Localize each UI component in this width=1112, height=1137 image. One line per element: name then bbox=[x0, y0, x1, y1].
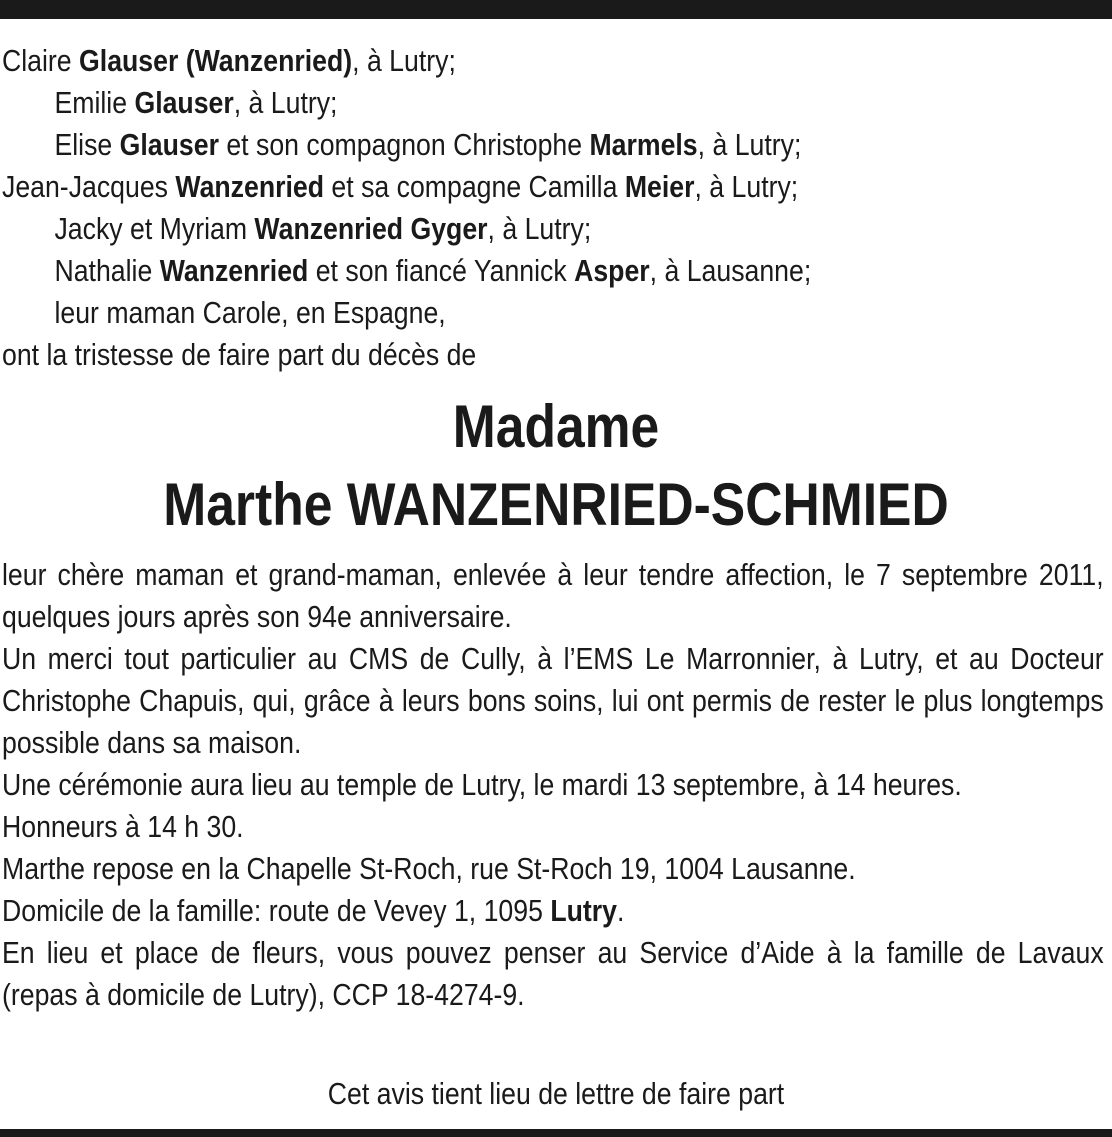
bold-name: Wanzenried bbox=[159, 253, 309, 288]
notice-paragraph bbox=[2, 890, 1104, 932]
bold-name: Marmels bbox=[589, 127, 698, 162]
notice-paragraph bbox=[2, 806, 1104, 848]
family-line bbox=[2, 250, 948, 292]
bottom-rule bbox=[0, 1129, 1112, 1137]
notice-paragraph bbox=[2, 638, 1104, 764]
family-list bbox=[2, 40, 948, 376]
text-run: et son compagnon Christophe bbox=[218, 127, 590, 162]
text-run: et son fiancé Yannick bbox=[308, 253, 575, 288]
notice-paragraph bbox=[2, 764, 1104, 806]
text-run: leur maman Carole, en Espagne, bbox=[54, 295, 446, 330]
text-run: Honneurs à 14 h 30. bbox=[2, 809, 244, 844]
text-run: leur chère maman et grand-maman, enlevée à leur tendre affection, le 7 septembre 2011, quelques jours après son 94e anniversaire. bbox=[2, 557, 1104, 634]
text-run: ont la tristesse de faire part du décès de bbox=[2, 337, 477, 372]
notice-body bbox=[2, 554, 1104, 1016]
family-line bbox=[2, 82, 948, 124]
text-run: , à Lutry; bbox=[487, 211, 592, 246]
text-run: . bbox=[616, 893, 625, 928]
bold-name: Lutry bbox=[550, 893, 617, 928]
text-run: Une cérémonie aura lieu au temple de Lutry, le mardi 13 septembre, à 14 heures. bbox=[2, 767, 962, 802]
family-line bbox=[2, 40, 948, 82]
text-run: , à Lutry; bbox=[697, 127, 802, 162]
bold-name: Meier bbox=[624, 169, 695, 204]
bold-name: Wanzenried bbox=[175, 169, 325, 204]
top-rule bbox=[0, 0, 1112, 19]
family-line bbox=[2, 292, 948, 334]
text-run: et sa compagne Camilla bbox=[324, 169, 625, 204]
bold-name: Glauser bbox=[134, 85, 234, 120]
text-run: , à Lutry; bbox=[694, 169, 799, 204]
deceased-name: Marthe WANZENRIED-SCHMIED bbox=[163, 471, 949, 538]
text-run: , à Lausanne; bbox=[649, 253, 812, 288]
text-run: Domicile de la famille: route de Vevey 1, 1095 bbox=[2, 893, 551, 928]
text-run: Marthe repose en la Chapelle St-Roch, rue St-Roch 19, 1004 Lausanne. bbox=[2, 851, 856, 886]
family-line bbox=[2, 124, 948, 166]
text-run: Emilie bbox=[54, 85, 135, 120]
title-honorific: Madame bbox=[452, 393, 660, 460]
family-line bbox=[2, 208, 948, 250]
text-run: Nathalie bbox=[54, 253, 160, 288]
text-run: Elise bbox=[54, 127, 120, 162]
bold-name: Asper bbox=[574, 253, 650, 288]
family-line bbox=[2, 334, 948, 376]
bold-name: Wanzenried Gyger bbox=[254, 211, 488, 246]
bold-name: Glauser (Wanzenried) bbox=[79, 43, 353, 78]
text-run: Jacky et Myriam bbox=[54, 211, 255, 246]
family-line bbox=[2, 166, 948, 208]
text-run: Claire bbox=[2, 43, 80, 78]
text-run: En lieu et place de fleurs, vous pouvez penser au Service d’Aide à la famille de Lavaux (repas à domicile de Lutry), CCP 18-4274-9. bbox=[2, 935, 1104, 1012]
text-run: Jean-Jacques bbox=[2, 169, 176, 204]
bold-name: Glauser bbox=[119, 127, 219, 162]
text-run: , à Lutry; bbox=[352, 43, 456, 78]
text-run: Un merci tout particulier au CMS de Cully, à l’EMS Le Marronnier, à Lutry, et au Docteur Christophe Chapuis, qui, grâce à leurs bons soins, lui ont permis de rester le plus longtemps possible dans sa maison. bbox=[2, 641, 1104, 760]
text-run: , à Lutry; bbox=[233, 85, 338, 120]
notice-paragraph bbox=[2, 554, 1104, 638]
notice-paragraph bbox=[2, 932, 1104, 1016]
footer-note: Cet avis tient lieu de lettre de faire part bbox=[327, 1076, 785, 1111]
notice-paragraph bbox=[2, 848, 1104, 890]
